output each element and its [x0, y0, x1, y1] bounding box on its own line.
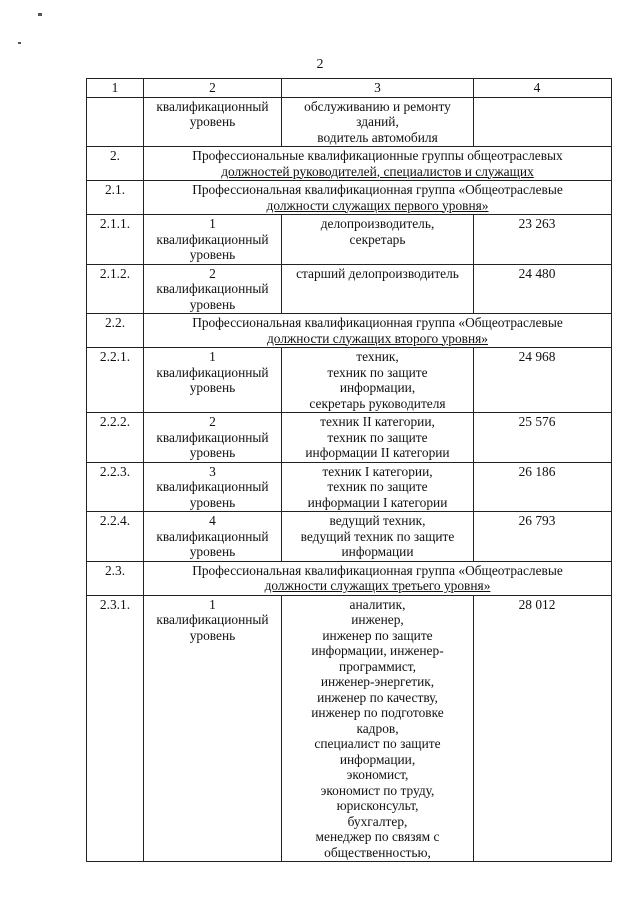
table-row	[87, 413, 612, 463]
column-header: 3	[282, 79, 474, 98]
positions-cell	[282, 462, 474, 512]
salary-value: 24 968	[518, 349, 556, 364]
salary-value: 26 793	[518, 513, 556, 528]
position-text: техник,	[356, 349, 399, 364]
row-number: 2.1.	[104, 182, 126, 197]
group-header-row	[87, 181, 612, 215]
column-header: 1	[87, 79, 144, 98]
table-row	[87, 595, 612, 862]
salary-value: 28 012	[518, 596, 556, 612]
row-number: 2.	[109, 148, 121, 163]
position-text: кадров,	[356, 720, 399, 736]
position-text: менеджер по связям с	[315, 829, 440, 844]
positions-cell	[282, 97, 474, 147]
positions-cell	[282, 413, 474, 463]
position-text: экономист по труду,	[320, 782, 435, 798]
table-body	[87, 79, 612, 862]
position-text: ведущий техник по защите	[300, 528, 455, 544]
level-text: уровень	[189, 247, 236, 262]
row-number-cell	[87, 462, 144, 512]
row-number-cell	[87, 595, 144, 862]
level-text: квалификационный	[156, 528, 269, 544]
position-text: техник по защите	[327, 429, 428, 445]
position-text: техник II категории,	[320, 414, 435, 429]
group-title-line: Профессиональная квалификационная группа «Общеотраслевые	[192, 315, 563, 330]
position-text: специалист по защите	[314, 736, 441, 751]
group-title-line: Профессиональные квалификационные группы общеотраслевых	[192, 148, 563, 163]
position-text: ведущий техник,	[329, 513, 426, 528]
salary-value: 25 576	[518, 414, 556, 429]
group-title-line: должностей руководителей, специалистов и служащих	[221, 163, 534, 179]
level-text: 1	[209, 349, 216, 364]
column-header: 4	[474, 79, 612, 98]
salary-table	[86, 78, 612, 862]
group-header-row	[87, 561, 612, 595]
group-title-line: должности служащих третьего уровня»	[264, 578, 491, 593]
salary-cell	[474, 413, 612, 463]
group-title-cell	[144, 314, 612, 348]
position-text: инженер-энергетик,	[320, 674, 435, 689]
position-text: инженер,	[351, 612, 404, 627]
row-number: 2.1.1.	[99, 216, 131, 231]
level-text: квалификационный	[156, 429, 269, 445]
level-text: квалификационный	[156, 479, 269, 494]
scan-speck	[18, 42, 21, 44]
row-number: 2.2.3.	[99, 463, 131, 479]
position-text: старший делопроизводитель	[296, 265, 459, 281]
position-text: инженер по качеству,	[317, 689, 438, 705]
level-cell	[144, 512, 282, 562]
row-number-cell	[87, 181, 144, 215]
row-number-cell	[87, 264, 144, 314]
positions-cell	[282, 215, 474, 265]
level-cell	[144, 595, 282, 862]
level-text: квалификационный	[156, 98, 269, 114]
table-header-row	[87, 79, 612, 98]
position-text: общественностью,	[324, 844, 431, 860]
position-text: программист,	[339, 658, 416, 674]
row-number-cell	[87, 512, 144, 562]
position-text: информации,	[339, 380, 416, 395]
level-text: уровень	[189, 544, 236, 559]
level-text: 2	[209, 414, 216, 429]
position-text: техник по защите	[327, 364, 428, 380]
level-text: 3	[209, 463, 216, 479]
positions-cell	[282, 512, 474, 562]
position-text: секретарь руководителя	[309, 395, 446, 411]
row-number: 2.3.	[104, 562, 126, 578]
row-number-cell	[87, 97, 144, 147]
table-row	[87, 215, 612, 265]
level-cell	[144, 97, 282, 147]
row-number: 2.2.1.	[99, 349, 131, 364]
scan-speck	[38, 13, 42, 16]
salary-cell	[474, 348, 612, 413]
position-text: секретарь	[349, 231, 406, 247]
group-header-row	[87, 314, 612, 348]
level-text: уровень	[189, 445, 236, 460]
level-text: квалификационный	[156, 231, 269, 247]
page-number: 2	[316, 57, 324, 72]
group-title-cell	[144, 561, 612, 595]
row-number-cell	[87, 314, 144, 348]
level-cell	[144, 348, 282, 413]
salary-value: 23 263	[518, 216, 556, 231]
positions-cell	[282, 264, 474, 314]
group-title-line: Профессиональная квалификационная группа «Общеотраслевые	[192, 562, 563, 578]
level-text: квалификационный	[156, 612, 269, 627]
level-cell	[144, 215, 282, 265]
position-text: зданий,	[356, 114, 399, 129]
table-row	[87, 512, 612, 562]
position-text: техник по защите	[327, 479, 428, 494]
level-text: квалификационный	[156, 281, 269, 296]
group-title-line: должности служащих первого уровня»	[266, 197, 489, 213]
position-text: информации II категории	[305, 445, 450, 460]
salary-value: 24 480	[518, 265, 556, 281]
position-text: аналитик,	[349, 596, 406, 612]
level-text: уровень	[189, 494, 236, 510]
row-number: 2.1.2.	[99, 265, 131, 281]
position-text: информации,	[339, 751, 416, 767]
salary-cell	[474, 215, 612, 265]
row-number-cell	[87, 413, 144, 463]
level-text: 1	[209, 596, 216, 612]
row-number: 2.2.4.	[99, 513, 131, 528]
group-title-cell	[144, 147, 612, 181]
row-number: 2.2.2.	[99, 414, 131, 429]
group-title-line: Профессиональная квалификационная группа «Общеотраслевые	[192, 182, 563, 197]
position-text: делопроизводитель,	[320, 216, 435, 231]
level-text: 2	[209, 265, 216, 281]
table-row	[87, 264, 612, 314]
table-row	[87, 348, 612, 413]
salary-cell	[474, 512, 612, 562]
level-text: 4	[209, 513, 216, 528]
positions-cell	[282, 348, 474, 413]
group-header-row	[87, 147, 612, 181]
level-text: квалификационный	[156, 364, 269, 380]
position-text: информации, инженер-	[311, 643, 444, 658]
position-text: обслуживанию и ремонту	[304, 98, 451, 114]
salary-value: 26 186	[518, 463, 556, 479]
position-text: экономист,	[346, 767, 409, 782]
positions-cell	[282, 595, 474, 862]
group-title-cell	[144, 181, 612, 215]
salary-cell	[474, 97, 612, 147]
column-header: 2	[144, 79, 282, 98]
table-row-continuation	[87, 97, 612, 147]
salary-cell	[474, 595, 612, 862]
row-number: 2.3.1.	[99, 596, 131, 612]
level-text: уровень	[189, 380, 236, 395]
row-number-cell	[87, 147, 144, 181]
level-cell	[144, 264, 282, 314]
level-text: уровень	[189, 627, 236, 643]
position-text: бухгалтер,	[347, 813, 408, 829]
level-cell	[144, 462, 282, 512]
row-number: 2.2.	[104, 315, 126, 330]
group-title-line: должности служащих второго уровня»	[266, 330, 488, 346]
level-cell	[144, 413, 282, 463]
salary-cell	[474, 462, 612, 512]
position-text: информации I категории	[307, 494, 448, 510]
position-text: техник I категории,	[322, 463, 433, 479]
salary-cell	[474, 264, 612, 314]
level-text: 1	[209, 216, 216, 231]
position-text: юрисконсульт,	[336, 798, 419, 813]
row-number-cell	[87, 348, 144, 413]
position-text: информации	[341, 544, 414, 559]
position-text: инженер по защите	[322, 627, 433, 643]
position-text: инженер по подготовке	[311, 705, 444, 720]
table-row	[87, 462, 612, 512]
position-text: водитель автомобиля	[317, 129, 438, 145]
level-text: уровень	[189, 296, 236, 312]
row-number-cell	[87, 215, 144, 265]
level-text: уровень	[189, 114, 236, 129]
row-number-cell	[87, 561, 144, 595]
